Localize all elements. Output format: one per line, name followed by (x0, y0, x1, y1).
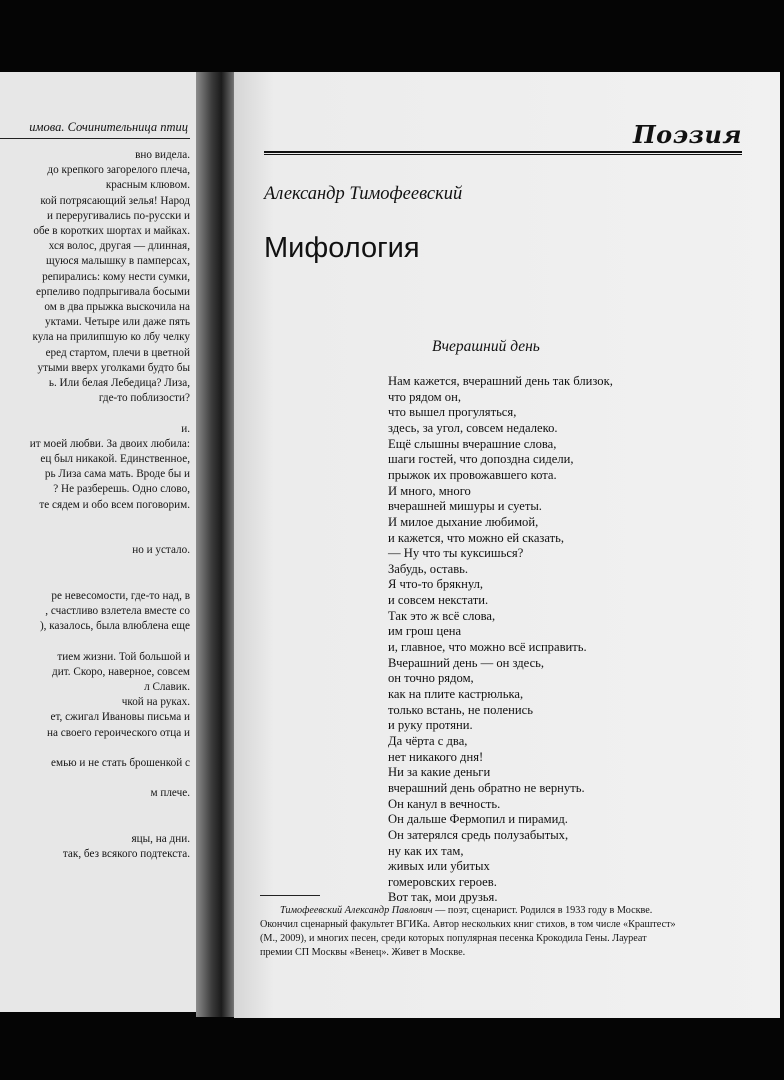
left-text-line: емью и не стать брошенкой с (51, 757, 190, 769)
poem-line: что рядом он, (388, 389, 461, 404)
left-page (0, 72, 198, 1012)
poem-line: ну как их там, (388, 843, 464, 858)
left-text-line: еред стартом, плечи в цветной (45, 346, 190, 359)
poem-line: и кажется, что можно ей сказать, (388, 530, 565, 545)
left-text-line: уктами. Четыре или даже пять (44, 316, 190, 329)
footnote-line (280, 904, 652, 917)
poem-line: живых или убитых (388, 859, 490, 874)
footnote-line-rest: — поэт, сценарист. Родился в 1933 году в Москве. (432, 905, 653, 916)
page-title: Мифология (264, 232, 420, 264)
poem-line: гомеровских героев. (388, 874, 497, 889)
section-rule (264, 151, 742, 153)
poem-line: нет никакого дня! (388, 749, 484, 764)
left-text-line: яцы, на дни. (131, 833, 190, 845)
left-text-line: л Славик. (144, 681, 190, 693)
left-text-line: тием жизни. Той большой и (57, 650, 190, 663)
poem-line: Он канул в вечность. (388, 796, 501, 811)
poem-line: им грош цена (388, 624, 462, 639)
poem-line: И много, много (388, 483, 471, 498)
poem-line: Забудь, оставь. (388, 561, 469, 576)
poem-line: и, главное, что можно всё исправить. (388, 640, 587, 655)
author-name: Александр Тимофеевский (264, 184, 463, 204)
left-text-line: ре невесомости, где-то над, в (51, 589, 190, 602)
section-rule-thin (264, 154, 742, 155)
left-text-line: ерпеливо подпрыгивала босыми (36, 285, 190, 298)
section-title: Поэзия (632, 120, 742, 149)
poem-line: Нам кажется, вчерашний день так близок, (388, 374, 613, 388)
poem-line: и руку протяни. (388, 718, 473, 733)
poem-line: Ещё слышны вчерашние слова, (388, 436, 557, 451)
poem-line: Он дальше Фермопил и пирамид. (388, 812, 568, 827)
poem-line: Он затерялся средь полузабытых, (388, 827, 569, 842)
poem-line: шаги гостей, что допоздна сидели, (388, 452, 574, 467)
footnote-author-name: Тимофеевский Александр Павлович (280, 905, 433, 916)
left-text-line: но и устало. (132, 544, 190, 557)
left-text-line: щуюся малышку в памперсах, (45, 255, 190, 268)
left-header-rule (0, 138, 190, 139)
poem-line: вчерашней мишуры и суеты. (388, 499, 542, 514)
left-text-line: красным клювом. (105, 179, 190, 192)
poem-line: Вот так, мои друзья. (388, 890, 498, 905)
footnote-line: Окончил сценарный факультет ВГИКа. Автор нескольких книг стихов, в том числе «Краштест» (260, 919, 676, 930)
poem-line: прыжок их провожавшего кота. (388, 467, 557, 482)
poem-line: что вышел прогуляться, (388, 405, 517, 420)
left-text-line: утыми вверх уголками будто бы (37, 361, 190, 374)
left-text-line: до крепкого загорелого плеча, (47, 164, 190, 177)
poem-line: Ни за какие деньги (388, 765, 491, 780)
left-text-line: ец был никакой. Единственное, (40, 453, 190, 465)
left-text-line: кула на прилипшую ко лбу челку (32, 331, 190, 344)
left-text-line: вно видела. (135, 149, 190, 161)
left-text-line: репирались: кому нести сумки, (42, 270, 190, 283)
left-text-line: так, без всякого подтекста. (62, 848, 190, 861)
poem-line: И милое дыхание любимой, (388, 514, 539, 529)
left-text-line: ? Не разберешь. Одно слово, (53, 483, 190, 496)
left-text-line: ь. Или белая Лебедица? Лиза, (48, 377, 190, 389)
poem-line: Я что-то брякнул, (388, 577, 484, 592)
poem-line: — Ну что ты куксишься? (388, 546, 524, 561)
left-running-header: имова. Сочинительница птиц (29, 120, 188, 134)
left-text-line: где-то поблизости? (98, 392, 190, 405)
left-text-line: и. (181, 422, 190, 435)
left-text-line: , счастливо взлетела вместе со (45, 605, 190, 617)
footnote-line: премии СП Москвы «Венец». Живет в Москве. (260, 947, 466, 958)
left-text-line: обе в коротких шортах и майках. (33, 225, 190, 237)
left-text-line: чкой на руках. (121, 696, 190, 709)
left-text-line: ом в два прыжка выскочила на (44, 301, 190, 313)
left-text-line: хся волос, другая — длинная, (48, 240, 190, 253)
poem-line: он точно рядом, (388, 671, 474, 686)
right-page (234, 72, 780, 1018)
poem-title: Вчерашний день (432, 338, 540, 355)
poem-line: Вчерашний день — он здесь, (388, 655, 545, 670)
poem-line: Да чёрта с два, (388, 733, 468, 748)
left-text-line: дит. Скоро, наверное, совсем (52, 665, 190, 678)
left-text-line: и переругивались по-русски и (46, 209, 190, 222)
poem-line: и совсем некстати. (388, 593, 489, 608)
left-text-line: ), казалось, была влюблена еще (39, 620, 190, 633)
left-text-line: те сядем и обо всем поговорим. (39, 498, 190, 511)
poem-line: Так это ж всё слова, (388, 608, 496, 623)
left-text-line: кой потрясающий зелья! Народ (40, 194, 190, 207)
poem-line: как на плите кастрюлька, (388, 687, 524, 701)
left-text-line: ет, сжигал Ивановы письма и (50, 711, 190, 724)
left-text-line: на своего героического отца и (47, 726, 190, 739)
left-text-line: ит моей любви. За двоих любила: (29, 437, 190, 450)
poem-line: только встань, не поленись (388, 702, 533, 717)
poem-line: здесь, за угол, совсем недалеко. (388, 420, 558, 435)
poem-line: вчерашний день обратно не вернуть. (388, 780, 585, 795)
left-text-line: рь Лиза сама мать. Вроде бы и (44, 468, 190, 481)
left-text-line: м плече. (150, 787, 190, 800)
footnote-line: (М., 2009), и многих песен, среди которых популярная песенка Крокодила Гены. Лауреат (260, 933, 647, 944)
footnote-rule (260, 895, 320, 896)
